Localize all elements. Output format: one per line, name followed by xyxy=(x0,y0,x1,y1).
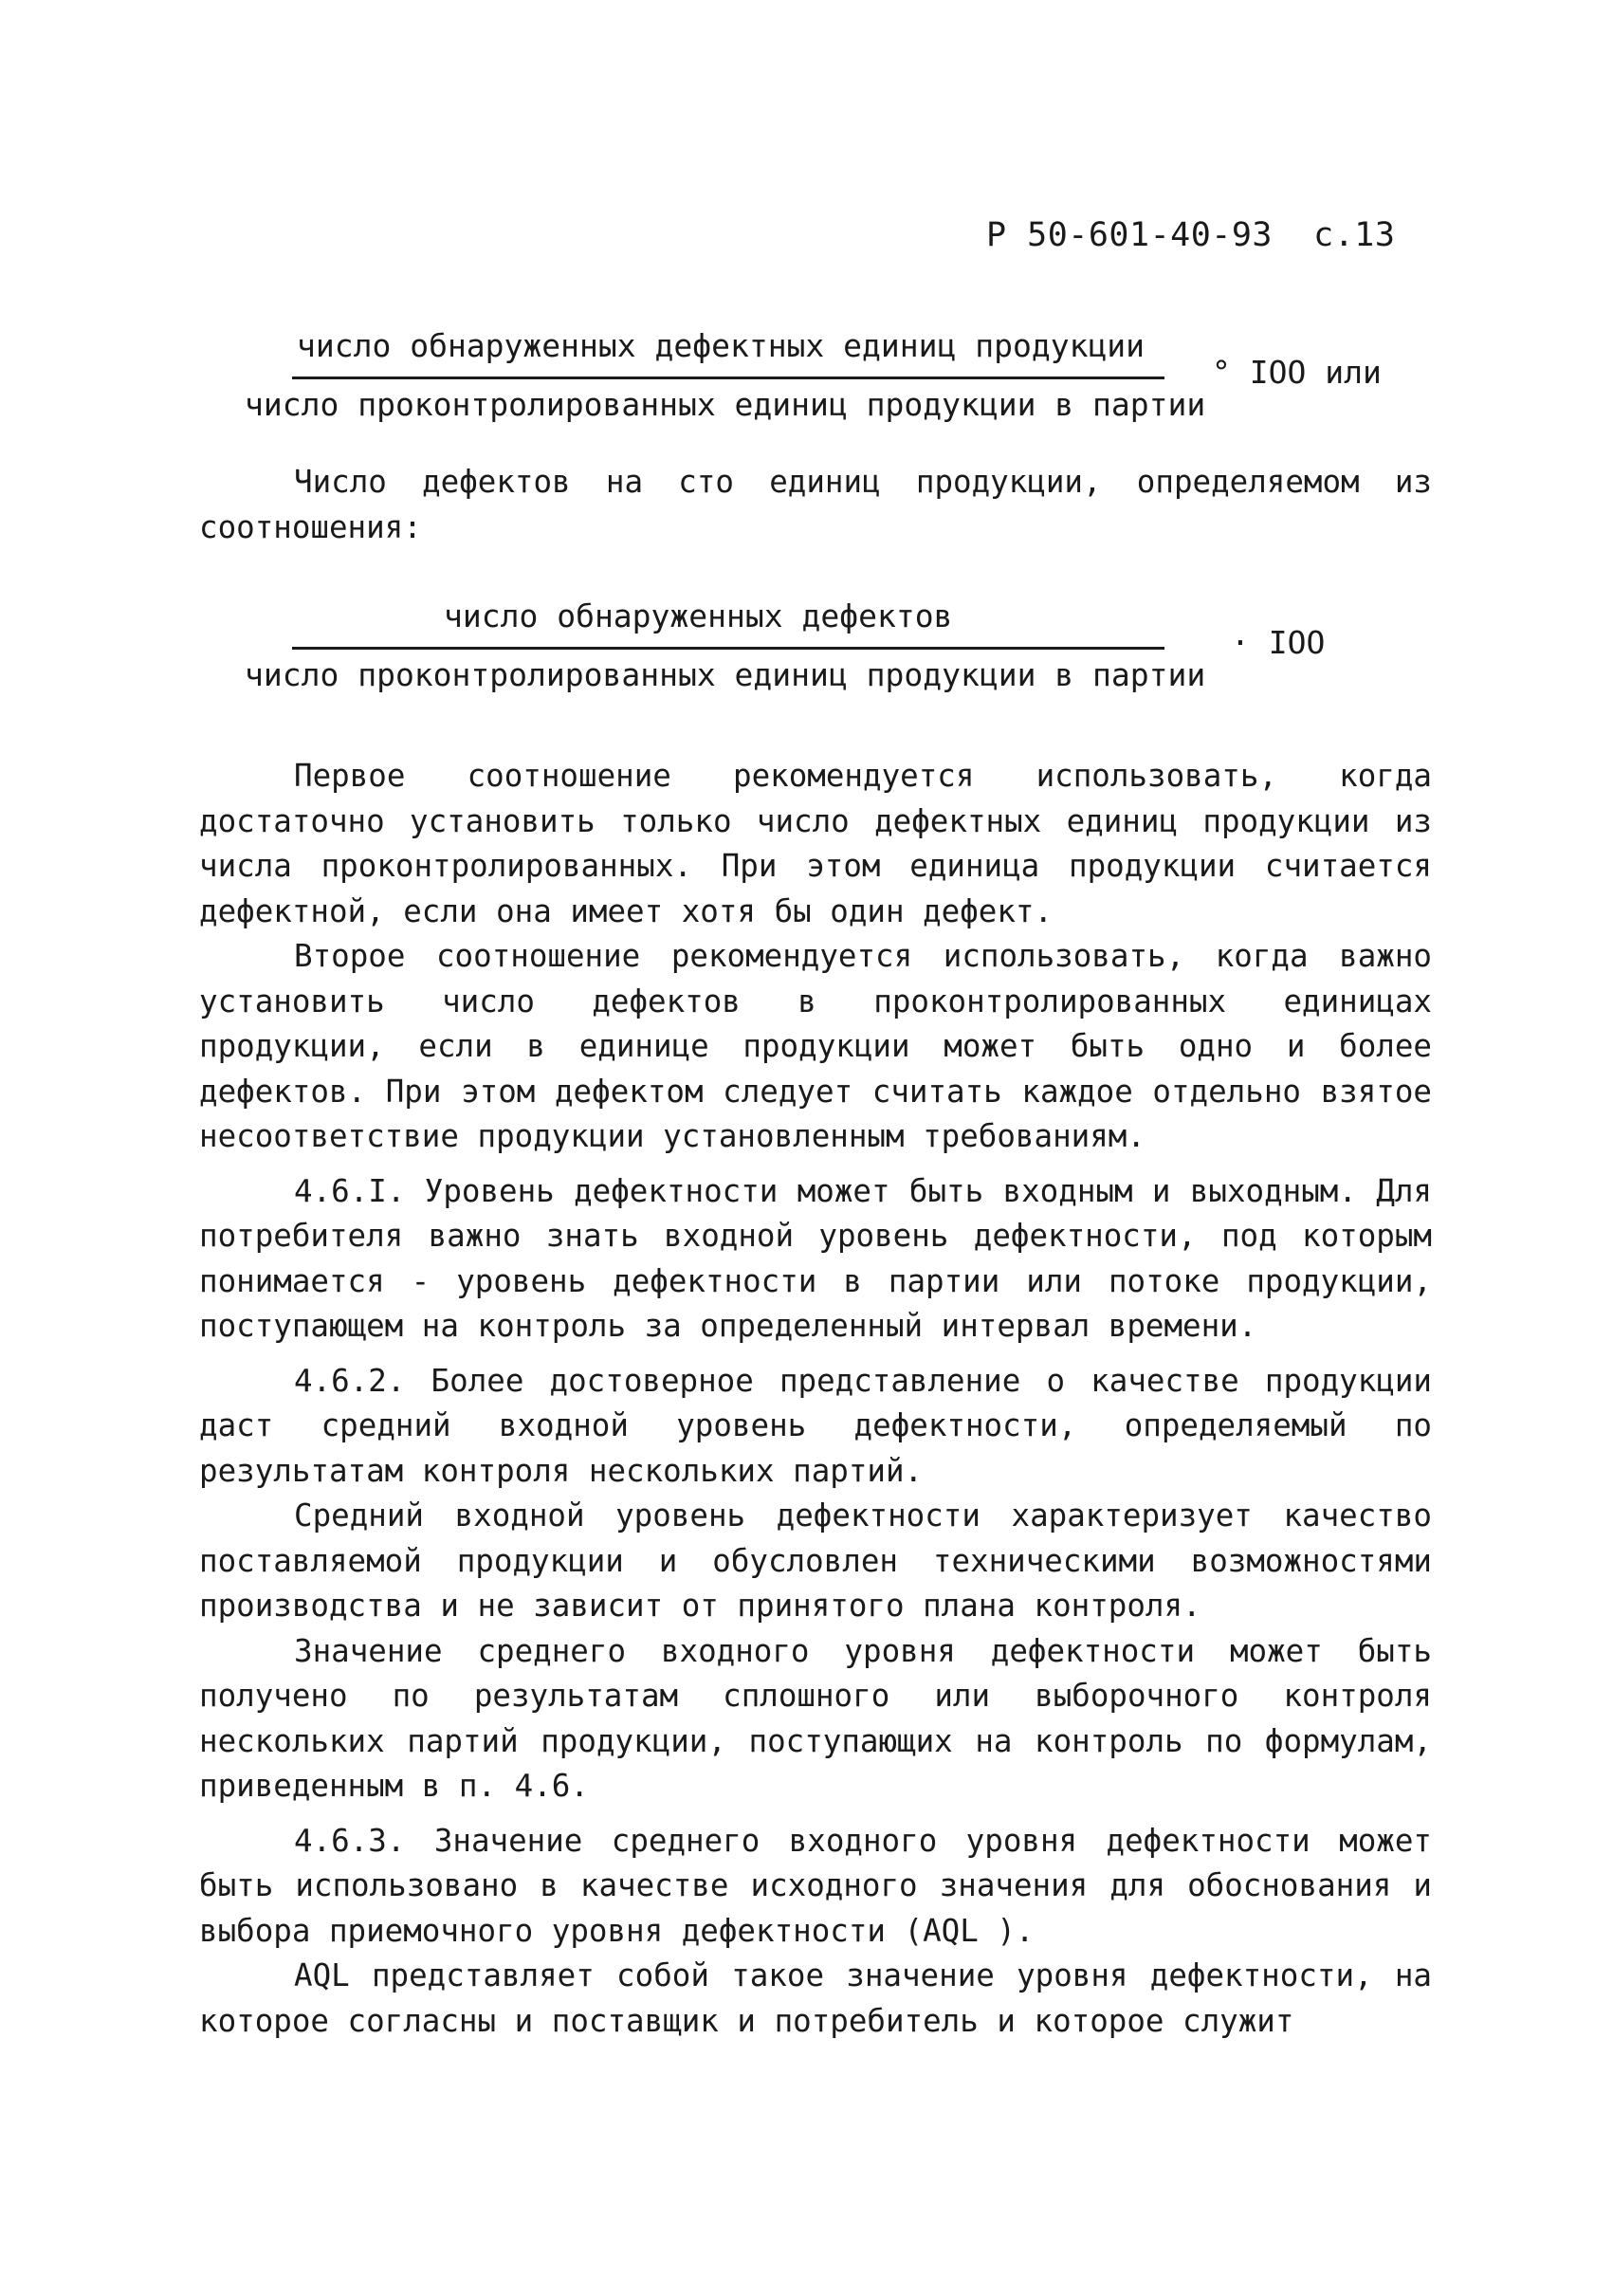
paragraph: AQL представляет собой такое значение уровня дефектности, на которое согласны и поставщик и потребитель и которое служит xyxy=(199,1957,1432,2039)
paragraph: 4.6.3. Значение среднего входного уровня дефектности может быть использовано в качестве исходного значения для обоснования и выбора приемочного уровня дефектности (AQL ). xyxy=(199,1822,1432,1949)
paragraph: Число дефектов на сто единиц продукции, определяемом из соотношения: xyxy=(199,464,1432,545)
fraction-bar xyxy=(292,647,1164,650)
paragraph: Второе соотношение рекомендуется использовать, когда важно установить число дефектов в проконтролированных единицах продукции, если в единице продукции может быть одно и более дефектов. При этом дефектом следует считать каждое отдельно взятое несоответствие продукции установленным требованиям. xyxy=(199,938,1432,1154)
formula-numerator: число обнаруженных дефектов xyxy=(444,597,953,634)
paragraph: Первое соотношение рекомендуется использовать, когда достаточно установить только число дефектных единиц продукции из числа проконтролированных. При этом единица продукции считается дефектной, если она имеет хотя бы один дефект. xyxy=(199,758,1432,929)
body-text xyxy=(199,754,1432,2044)
page-header: Р 50-601-40-93 с.13 xyxy=(986,216,1396,254)
paragraph: 4.6.2. Более достоверное представление о качестве продукции даст средний входной уровень дефектности, определяемый по результатам контроля нескольких партий. xyxy=(199,1362,1432,1489)
paragraph: 4.6.I. Уровень дефектности может быть входным и выходным. Для потребителя важно знать входной уровень дефектности, под которым понимается - уровень дефектности в партии или потоке продукции, поступающем на контроль за определенный интервал времени. xyxy=(199,1172,1432,1344)
formula-multiplier: · IOO xyxy=(1231,624,1326,661)
intro-text xyxy=(199,460,1432,550)
formula-multiplier: ° IOO или xyxy=(1212,354,1382,391)
formula-numerator: число обнаруженных дефектных единиц продукции xyxy=(297,327,1146,364)
paragraph: Значение среднего входного уровня дефектности может быть получено по результатам сплошного или выборочного контроля нескольких партий продукции, поступающих на контроль по формулам, приведенным в п. 4.6. xyxy=(199,1632,1432,1804)
fraction-bar xyxy=(292,377,1164,379)
formula-denominator: число проконтролированных единиц продукции в партии xyxy=(245,386,1206,423)
paragraph: Средний входной уровень дефектности характеризует качество поставляемой продукции и обусловлен техническими возможностями производства и не зависит от принятого плана контроля. xyxy=(199,1497,1432,1624)
formula-denominator: число проконтролированных единиц продукции в партии xyxy=(245,656,1206,693)
